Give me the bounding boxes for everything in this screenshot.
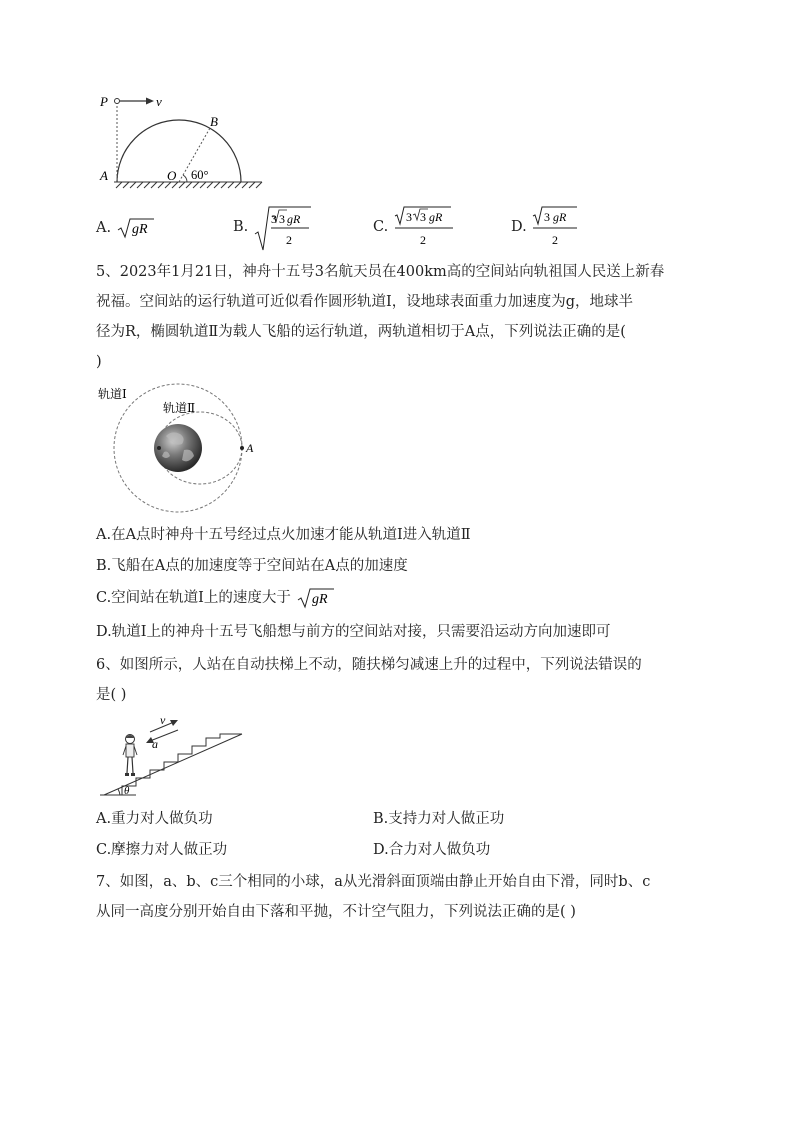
q5-stem-line-4: ) [96,354,102,370]
q5-stem-line-2: 祝福。空间站的运行轨道可近似看作圆形轨道Ⅰ，设地球表面重力加速度为g，地球半 [96,294,634,310]
label-point-A: A [246,441,254,455]
label-theta: θ [124,785,130,797]
label-angle: 60° [191,168,209,182]
label-P: P [100,94,108,109]
q6-stem-line-2: 是( ) [96,687,127,703]
label-orbit-2: 轨道Ⅱ [163,401,196,415]
q4-option-b[interactable] [233,204,313,252]
svg-text:gR: gR [428,210,443,224]
svg-text:3: 3 [270,212,277,226]
point-P [115,99,120,104]
arrow-head [146,98,154,105]
svg-text:3: 3 [544,210,551,224]
q4-option-a-formula [116,216,156,240]
escalator-steps [122,734,242,795]
label-B: B [210,114,218,129]
orbit-point-A [240,446,244,450]
q6-option-d[interactable]: D.合力对人做负功 [373,842,491,858]
q5-option-b[interactable]: B.飞船在A点的加速度等于空间站在A点的加速度 [96,558,408,574]
q5-option-c-text: C.空间站在轨道Ⅰ上的速度大于 [96,590,291,606]
q4-option-a[interactable] [96,216,156,240]
svg-text:gR: gR [553,210,567,224]
label-v: v [156,94,162,109]
label-orbit-1: 轨道Ⅰ [98,387,127,401]
label-a: a [152,737,158,751]
svg-text:2: 2 [552,233,559,247]
q4-option-a-letter: A. [96,220,112,236]
q5-option-d[interactable]: D.轨道Ⅰ上的神舟十五号飞船想与前方的空间站对接，只需要沿运动方向加速即可 [96,624,611,640]
svg-text:gR: gR [131,222,148,237]
q4-option-b-formula [253,204,313,252]
svg-text:3: 3 [419,210,426,224]
angle-arc [183,175,187,182]
label-O: O [167,168,177,183]
q6-option-b[interactable]: B.支持力对人做正功 [373,811,505,827]
q4-option-c-letter: C. [373,219,389,235]
svg-text:gR: gR [286,212,301,226]
q4-option-b-letter: B. [233,219,249,235]
svg-text:2: 2 [419,233,426,247]
orbit-point-left [157,446,161,450]
q6-escalator-figure [96,710,246,800]
q4-option-c[interactable] [373,204,455,252]
q5-stem-line-1: 5、2023年1月21日，神舟十五号3名航天员在400km高的空间站向轨祖国人民送上新春 [96,264,665,280]
q4-option-d-formula [531,204,581,252]
svg-text:2: 2 [285,233,292,247]
q4-option-d-letter: D. [511,219,527,235]
q5-option-c[interactable] [96,586,336,610]
q6-stem-line-1: 6、如图所示，人站在自动扶梯上不动，随扶梯匀减速上升的过程中，下列说法错误的 [96,657,642,673]
theta-arc [118,789,120,795]
person-icon [123,735,137,777]
q7-stem-line-2: 从同一高度分别开始自由下落和平抛，不计空气阻力，下列说法正确的是( ) [96,904,576,920]
earth-icon [154,424,202,472]
q6-option-c[interactable]: C.摩擦力对人做正功 [96,842,228,858]
q5-option-a[interactable]: A.在A点时神舟十五号经过点火加速才能从轨道Ⅰ进入轨道Ⅱ [96,527,471,543]
q5-orbit-figure [96,380,266,515]
label-A: A [100,168,108,183]
svg-text:3: 3 [405,210,412,224]
svg-text:gR: gR [311,592,328,607]
ground-hatch [114,182,262,188]
q4-option-c-formula [393,204,455,252]
svg-text:3: 3 [278,212,285,226]
label-v: v [160,713,166,727]
q4-figure [96,88,276,190]
q4-option-d[interactable] [511,204,581,252]
q5-stem-line-3: 径为R，椭圆轨道Ⅱ为载人飞船的运行轨道，两轨道相切于A点，下列说法正确的是( [96,324,626,340]
q7-stem-line-1: 7、如图，a、b、c三个相同的小球，a从光滑斜面顶端由静止开始自由下滑，同时b、c [96,874,651,890]
q6-option-a[interactable]: A.重力对人做负功 [96,811,213,827]
semicircle-track [117,120,241,182]
q5-option-c-formula [296,586,336,610]
